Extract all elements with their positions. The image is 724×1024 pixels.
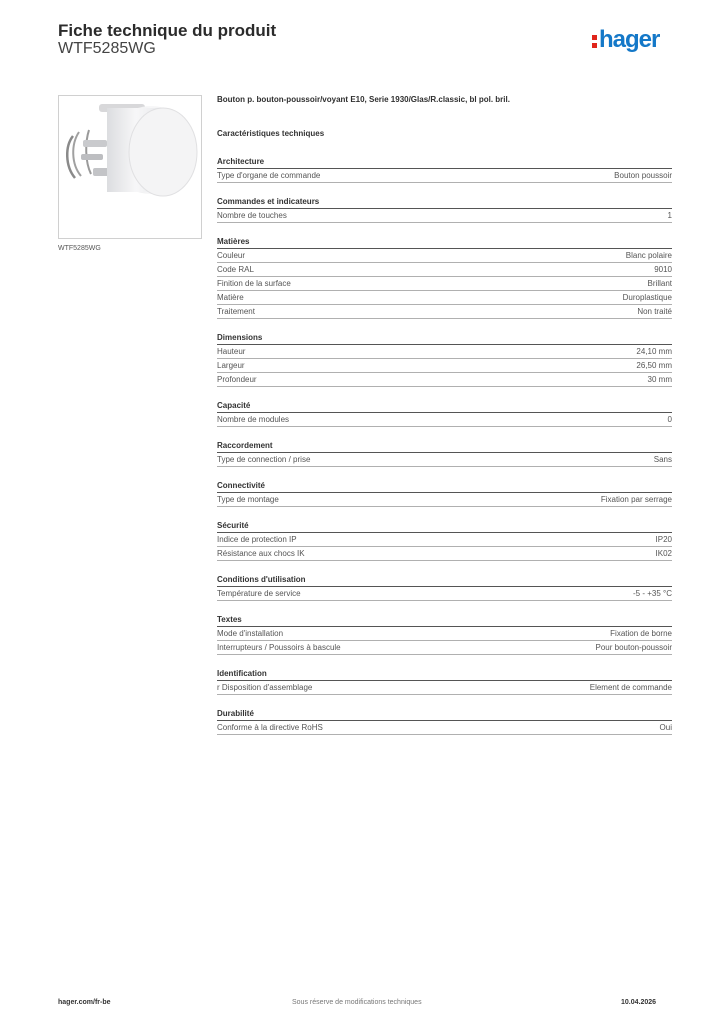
spec-row: [217, 345, 672, 359]
spec-row: [217, 413, 672, 427]
spec-row: [217, 249, 672, 263]
spec-label: Largeur: [217, 361, 245, 370]
spec-row: [217, 627, 672, 641]
spec-label: Nombre de modules: [217, 415, 290, 424]
spec-label: Couleur: [217, 251, 246, 260]
spec-value: IP20: [655, 535, 672, 544]
spec-row: [217, 305, 672, 319]
group-title: Capacité: [217, 400, 672, 413]
spec-label: Profondeur: [217, 375, 257, 384]
spec-label: Type de montage: [217, 495, 279, 504]
spec-row: [217, 681, 672, 695]
spec-row: [217, 533, 672, 547]
spec-content: [217, 95, 672, 735]
spec-row: [217, 209, 672, 223]
group-title: Connectivité: [217, 480, 672, 493]
group-title: Sécurité: [217, 520, 672, 533]
spec-row: [217, 547, 672, 561]
spec-value: 0: [667, 415, 672, 424]
group-title: Textes: [217, 614, 672, 627]
footer-date: 10.04.2026: [621, 999, 657, 1006]
spec-label: Température de service: [217, 589, 301, 598]
spec-label: Code RAL: [217, 265, 254, 274]
spec-row: [217, 493, 672, 507]
spec-row: [217, 277, 672, 291]
spec-value: Pour bouton-poussoir: [595, 643, 672, 652]
spec-label: r Disposition d'assemblage: [217, 683, 313, 692]
group-title: Durabilité: [217, 708, 672, 721]
spec-value: 24,10 mm: [636, 347, 672, 356]
push-button-illustration: [59, 96, 201, 238]
product-image: [58, 95, 202, 239]
spec-label: Résistance aux chocs IK: [217, 549, 305, 558]
spec-value: Bouton poussoir: [614, 171, 672, 180]
spec-value: -5 - +35 °C: [633, 589, 672, 598]
group-title: Matières: [217, 236, 672, 249]
spec-value: Non traité: [637, 307, 672, 316]
spec-value: Brillant: [647, 279, 672, 288]
spec-value: 30 mm: [647, 375, 672, 384]
spec-label: Indice de protection IP: [217, 535, 297, 544]
spec-value: Sans: [653, 455, 672, 464]
spec-label: Mode d'installation: [217, 629, 284, 638]
group-title: Architecture: [217, 156, 672, 169]
group-title: Commandes et indicateurs: [217, 196, 672, 209]
product-description: Bouton p. bouton-poussoir/voyant E10, Serie 1930/Glas/R.classic, bl pol. bril.: [217, 95, 510, 104]
footer-disclaimer: Sous réserve de modifications techniques: [292, 999, 422, 1006]
spec-value: Fixation par serrage: [600, 495, 672, 504]
spec-row: [217, 291, 672, 305]
group-title: Identification: [217, 668, 672, 681]
spec-value: 1: [667, 211, 672, 220]
footer-website: hager.com/fr-be: [58, 999, 111, 1006]
spec-label: Finition de la surface: [217, 279, 291, 288]
spec-value: Fixation de borne: [610, 629, 672, 638]
spec-label: Hauteur: [217, 347, 246, 356]
spec-value: 9010: [654, 265, 672, 274]
spec-label: Type d'organe de commande: [217, 171, 321, 180]
spec-value: Element de commande: [589, 683, 672, 692]
spec-value: Duroplastique: [622, 293, 672, 302]
logo-text: hager: [599, 26, 660, 53]
spec-value: 26,50 mm: [636, 361, 672, 370]
group-title: Raccordement: [217, 440, 672, 453]
spec-label: Conforme à la directive RoHS: [217, 723, 323, 732]
spec-label: Traitement: [217, 307, 255, 316]
logo-dots-icon: [592, 35, 597, 51]
spec-value: Blanc polaire: [625, 251, 672, 260]
product-reference: WTF5285WG: [58, 40, 156, 57]
spec-row: [217, 263, 672, 277]
spec-label: Type de connection / prise: [217, 455, 311, 464]
spec-value: IK02: [655, 549, 672, 558]
spec-row: [217, 587, 672, 601]
page-title: Fiche technique du produit: [58, 21, 277, 40]
spec-label: Interrupteurs / Poussoirs à bascule: [217, 643, 341, 652]
spec-groups: [217, 156, 672, 735]
spec-row: [217, 641, 672, 655]
spec-row: [217, 721, 672, 735]
spec-value: Oui: [659, 723, 672, 732]
image-caption: WTF5285WG: [58, 245, 101, 252]
spec-label: Matière: [217, 293, 244, 302]
group-title: Conditions d'utilisation: [217, 574, 672, 587]
spec-row: [217, 373, 672, 387]
spec-label: Nombre de touches: [217, 211, 287, 220]
spec-row: [217, 453, 672, 467]
group-title: Dimensions: [217, 332, 672, 345]
section-title: Caractéristiques techniques: [217, 129, 325, 138]
spec-row: [217, 359, 672, 373]
spec-row: [217, 169, 672, 183]
